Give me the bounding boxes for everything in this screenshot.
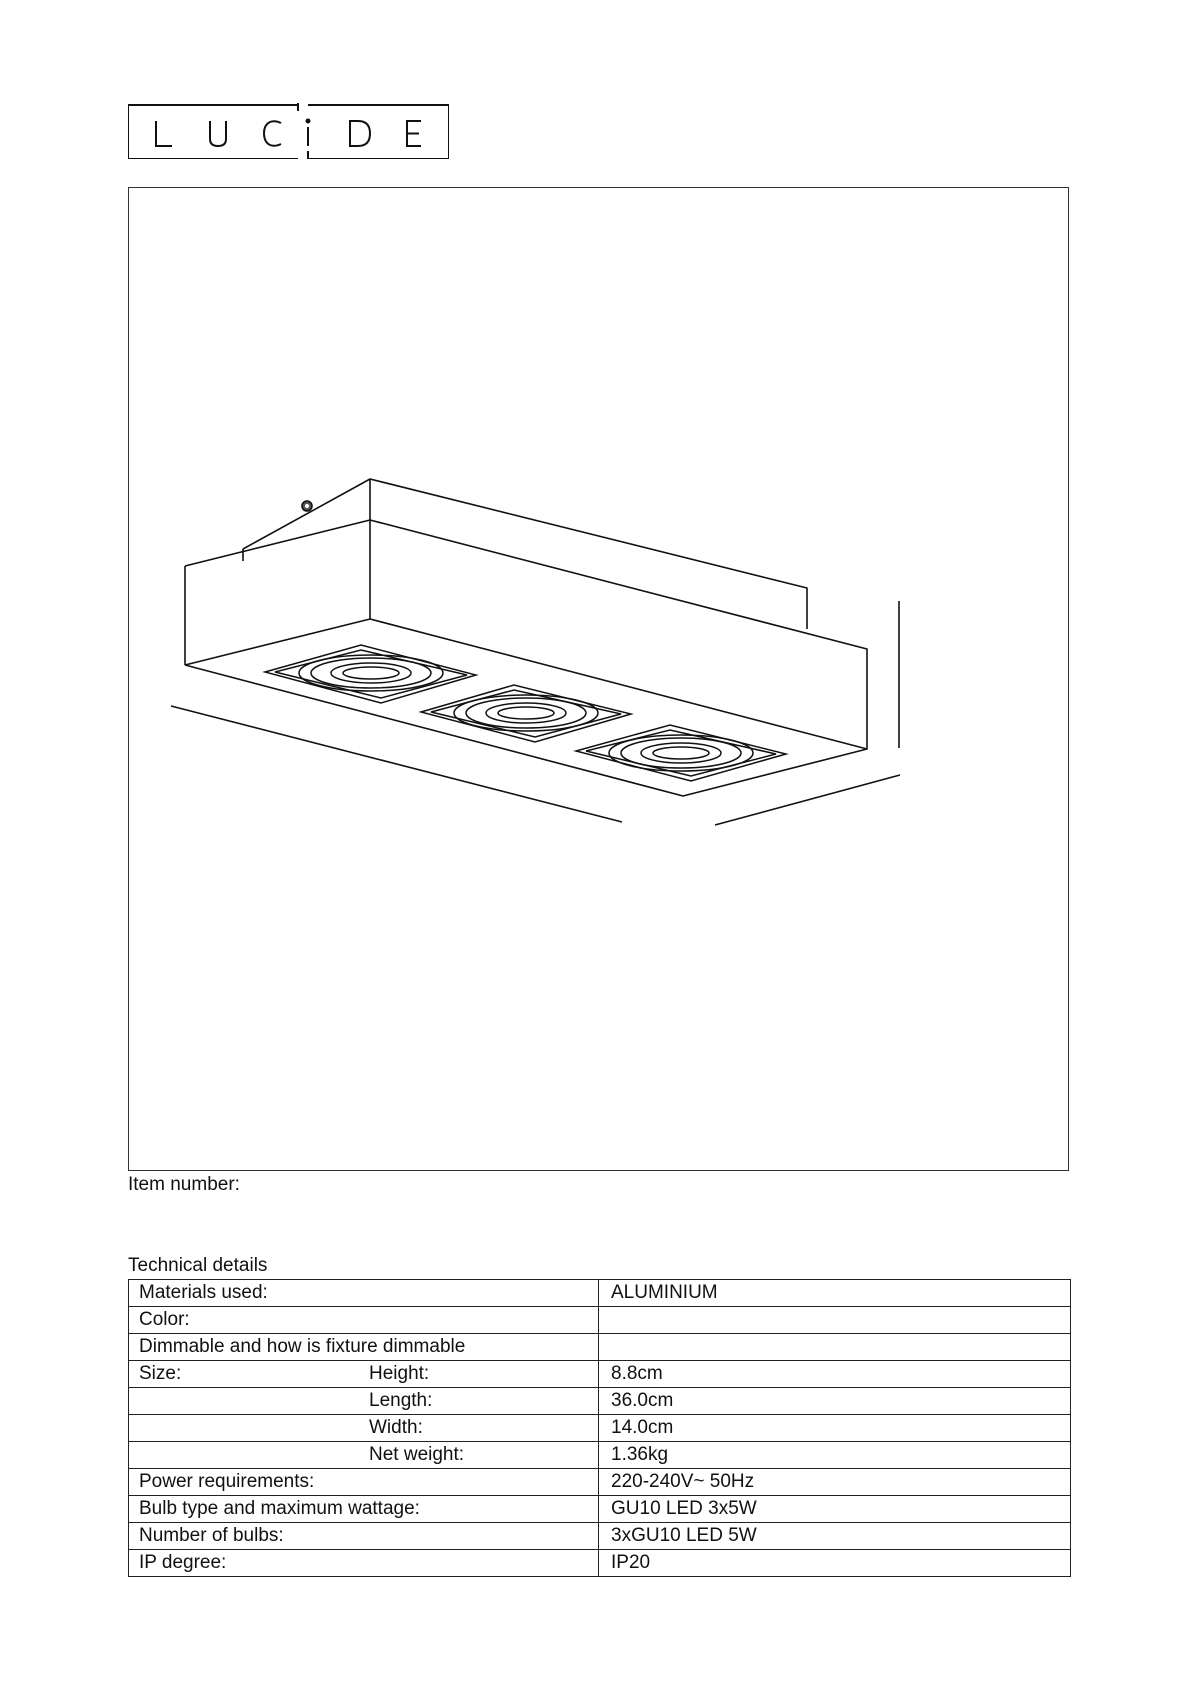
spec-label-text: Size: [139,1363,182,1384]
table-row [129,1361,1071,1388]
spec-label [129,1280,599,1307]
table-row [129,1388,1071,1415]
spec-sub-label: Height: [369,1363,430,1384]
product-drawing-frame [128,187,1069,1171]
ceiling-spotlight-drawing [129,188,1070,1172]
table-row [129,1415,1071,1442]
spec-sub-label: Width: [369,1417,423,1438]
spec-label-text: Bulb type and maximum wattage: [139,1498,420,1519]
table-row [129,1442,1071,1469]
lucide-logo-mark [128,103,449,159]
spec-label-text: IP degree: [139,1552,227,1573]
spec-value: 8.8cm [599,1361,1071,1388]
spec-value: 36.0cm [599,1388,1071,1415]
spec-sub-label: Net weight: [369,1444,465,1465]
item-number-label: Item number: [128,1174,240,1195]
spec-label [129,1496,599,1523]
spec-label [129,1469,599,1496]
table-row [129,1550,1071,1577]
spec-sub-label: Length: [369,1390,433,1411]
spec-value [599,1307,1071,1334]
table-row [129,1523,1071,1550]
spec-value: GU10 LED 3x5W [599,1496,1071,1523]
table-row [129,1496,1071,1523]
spec-label [129,1307,599,1334]
spotlight-2 [421,685,631,742]
technical-details-table [128,1279,1071,1577]
table-row [129,1280,1071,1307]
table-row [129,1469,1071,1496]
width-dimension-line [715,775,900,825]
spec-label [129,1388,599,1415]
spec-label [129,1523,599,1550]
table-row [129,1334,1071,1361]
spec-value: 220-240V~ 50Hz [599,1469,1071,1496]
length-dimension-line [171,706,622,822]
table-row [129,1307,1071,1334]
spec-label [129,1361,599,1388]
technical-details-title: Technical details [128,1255,268,1276]
spec-value: ALUMINIUM [599,1280,1071,1307]
spec-label-text: Number of bulbs: [139,1525,284,1546]
spec-label-text: Color: [139,1309,190,1330]
brand-logo [128,103,449,159]
spec-label [129,1442,599,1469]
spec-value: IP20 [599,1550,1071,1577]
spec-label [129,1550,599,1577]
spec-label-text: Power requirements: [139,1471,315,1492]
spec-label-text: Materials used: [139,1282,268,1303]
spec-value [599,1334,1071,1361]
spec-value: 1.36kg [599,1442,1071,1469]
spotlight-3 [576,725,786,781]
spec-value: 3xGU10 LED 5W [599,1523,1071,1550]
spec-label [129,1415,599,1442]
spec-value: 14.0cm [599,1415,1071,1442]
spec-label-text: Dimmable and how is fixture dimmable [139,1336,466,1357]
spec-label [129,1334,599,1361]
